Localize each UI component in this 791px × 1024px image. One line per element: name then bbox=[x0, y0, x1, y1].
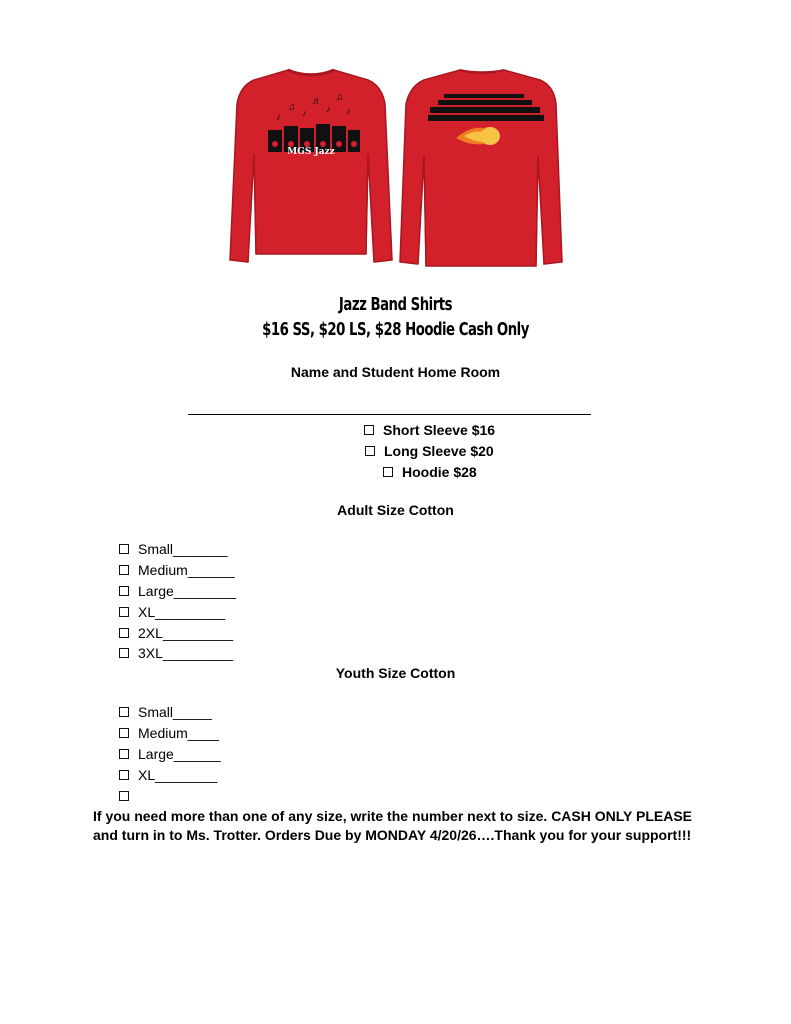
youth-size-heading: Youth Size Cotton bbox=[335, 665, 456, 681]
size-checkbox[interactable] bbox=[119, 586, 129, 596]
size-label: Small_____ bbox=[138, 704, 212, 721]
size-checkbox[interactable] bbox=[119, 770, 129, 780]
hoodie-checkbox[interactable] bbox=[383, 467, 393, 477]
size-checkbox[interactable] bbox=[119, 728, 129, 738]
youth-size-small[interactable] bbox=[119, 702, 221, 723]
size-checkbox[interactable] bbox=[119, 607, 129, 617]
name-input-line[interactable] bbox=[188, 414, 591, 415]
size-label: Small_______ bbox=[138, 541, 228, 558]
option-short-sleeve[interactable] bbox=[364, 422, 495, 438]
adult-size-small[interactable] bbox=[119, 539, 236, 560]
size-label: XL_________ bbox=[138, 603, 226, 620]
option-long-sleeve[interactable] bbox=[365, 443, 494, 459]
size-checkbox[interactable] bbox=[119, 628, 129, 638]
short-sleeve-checkbox[interactable] bbox=[364, 425, 374, 435]
adult-size-xl[interactable] bbox=[119, 601, 236, 622]
youth-size-medium[interactable] bbox=[119, 723, 221, 744]
svg-text:♪: ♪ bbox=[346, 106, 351, 116]
price-subtitle: $16 SS, $20 LS, $28 Hoodie Cash Only bbox=[262, 319, 529, 340]
size-checkbox[interactable] bbox=[119, 707, 129, 717]
youth-size-large[interactable] bbox=[119, 744, 221, 765]
adult-size-list bbox=[119, 539, 236, 664]
hoodie-label: Hoodie $28 bbox=[402, 464, 477, 480]
svg-text:♪: ♪ bbox=[302, 108, 307, 118]
svg-text:♫: ♫ bbox=[336, 92, 344, 103]
page-title: Jazz Band Shirts bbox=[338, 294, 453, 315]
shirt-images bbox=[228, 64, 568, 272]
adult-size-3xl[interactable] bbox=[119, 643, 236, 664]
svg-text:♬: ♬ bbox=[312, 96, 322, 107]
youth-size-xl[interactable] bbox=[119, 764, 221, 785]
front-graphic-label: MGS Jazz bbox=[287, 147, 335, 157]
size-label: XL________ bbox=[138, 766, 218, 783]
size-label: 3XL_________ bbox=[138, 645, 233, 662]
size-checkbox[interactable] bbox=[119, 749, 129, 759]
size-checkbox[interactable] bbox=[119, 565, 129, 575]
adult-size-heading: Adult Size Cotton bbox=[337, 502, 454, 518]
size-checkbox[interactable] bbox=[119, 544, 129, 554]
svg-text:♪: ♪ bbox=[326, 104, 331, 114]
size-checkbox[interactable] bbox=[119, 791, 129, 801]
option-hoodie[interactable] bbox=[383, 464, 477, 480]
size-label: Medium______ bbox=[138, 562, 235, 579]
svg-text:♪: ♪ bbox=[276, 112, 281, 123]
adult-size-large[interactable] bbox=[119, 581, 236, 602]
adult-size-2xl[interactable] bbox=[119, 622, 236, 643]
front-shirt-image bbox=[228, 64, 394, 268]
size-label: Medium____ bbox=[138, 725, 219, 742]
long-sleeve-checkbox[interactable] bbox=[365, 446, 375, 456]
name-heading: Name and Student Home Room bbox=[290, 364, 501, 380]
short-sleeve-label: Short Sleeve $16 bbox=[383, 422, 496, 438]
size-label: Large______ bbox=[138, 745, 221, 762]
back-shirt-image bbox=[398, 64, 566, 270]
size-checkbox[interactable] bbox=[119, 648, 129, 658]
svg-text:♫: ♫ bbox=[288, 102, 296, 113]
size-label: Large________ bbox=[138, 582, 237, 599]
youth-size-blank[interactable] bbox=[119, 785, 221, 806]
size-label: 2XL_________ bbox=[138, 624, 233, 641]
order-instructions: If you need more than one of any size, write the number next to size. CASH ONLY PLEASE and turn in to Ms. Trotter. Orders Due by MONDAY 4/20/26….Thank you for your support!!! bbox=[93, 808, 693, 843]
adult-size-medium[interactable] bbox=[119, 560, 236, 581]
long-sleeve-label: Long Sleeve $20 bbox=[384, 443, 494, 459]
youth-size-list bbox=[119, 702, 221, 806]
